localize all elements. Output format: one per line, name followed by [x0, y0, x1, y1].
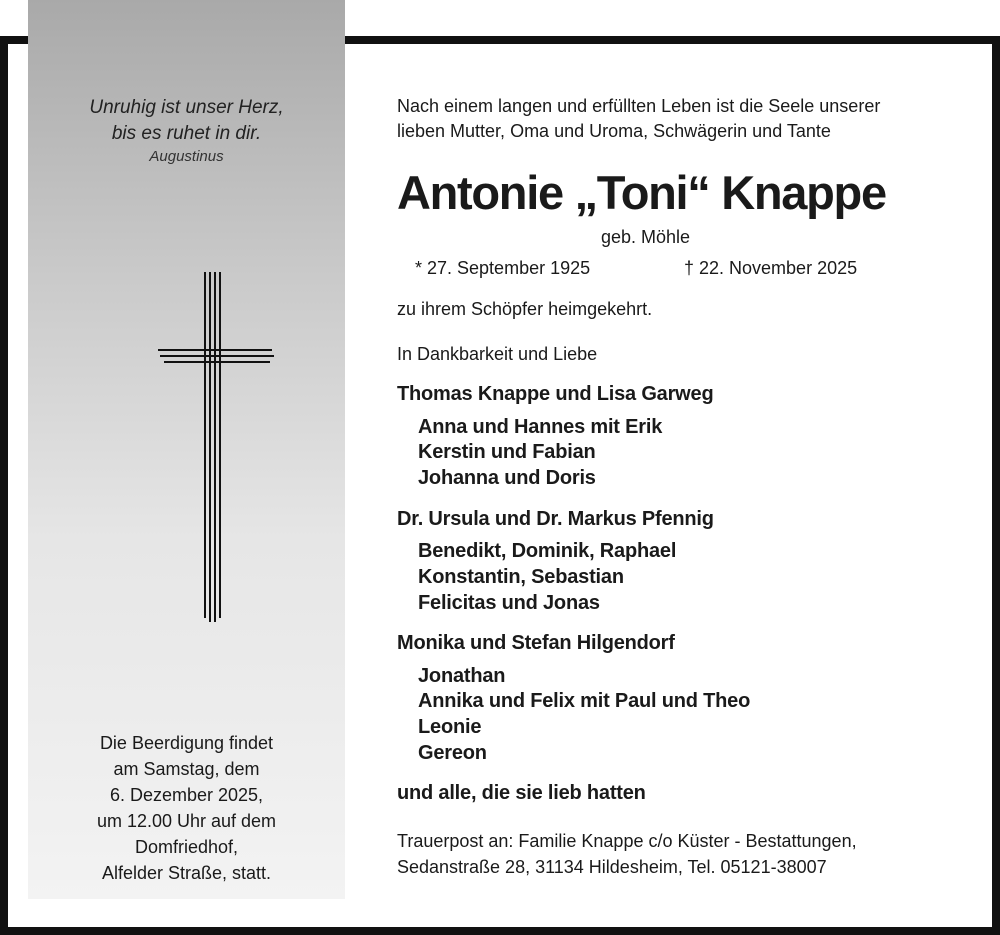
deceased-name: Antonie „Toni“ Knappe — [397, 166, 886, 219]
sidebar-panel — [28, 0, 345, 899]
gratitude-text: In Dankbarkeit und Liebe — [397, 344, 598, 364]
family-member: Johanna und Doris — [418, 467, 596, 489]
family-member: Benedikt, Dominik, Raphael — [418, 540, 677, 562]
family-member: Gereon — [418, 742, 487, 764]
quote-line: Unruhig ist unser Herz, — [89, 97, 284, 118]
quote-author: Augustinus — [149, 148, 224, 165]
funeral-line: um 12.00 Uhr auf dem — [96, 811, 277, 831]
quote-line: bis es ruhet in dir. — [111, 123, 262, 144]
family-member: Leonie — [418, 716, 482, 738]
family-member: Kerstin und Fabian — [418, 441, 596, 463]
funeral-line: 6. Dezember 2025, — [109, 785, 264, 805]
contact-line: Trauerpost an: Familie Knappe c/o Küster - Bestattungen, — [397, 831, 857, 851]
closing-line: und alle, die sie lieb hatten — [397, 782, 646, 804]
birth-date: * 27. September 1925 — [415, 258, 591, 278]
cross-icon — [156, 270, 276, 622]
family-head: Thomas Knappe und Lisa Garweg — [397, 383, 714, 405]
family-member: Jonathan — [418, 665, 506, 687]
funeral-info — [28, 730, 345, 886]
maiden-name: geb. Möhle — [601, 227, 691, 247]
intro-line: Nach einem langen und erfüllten Leben ist die Seele unserer — [397, 96, 881, 116]
intro-line: lieben Mutter, Oma und Uroma, Schwägerin und Tante — [397, 121, 831, 141]
family-member: Anna und Hannes mit Erik — [418, 416, 663, 438]
funeral-line: Die Beerdigung findet — [99, 733, 274, 753]
returned-text: zu ihrem Schöpfer heimgekehrt. — [397, 299, 653, 319]
funeral-line: Alfelder Straße, statt. — [101, 863, 272, 883]
quote — [28, 95, 345, 147]
family-member: Annika und Felix mit Paul und Theo — [418, 690, 751, 712]
contact-line: Sedanstraße 28, 31134 Hildesheim, Tel. 05121-38007 — [397, 857, 827, 877]
family-member: Felicitas und Jonas — [418, 592, 600, 614]
family-head: Dr. Ursula und Dr. Markus Pfennig — [397, 508, 714, 530]
death-date: † 22. November 2025 — [684, 258, 858, 278]
family-member: Konstantin, Sebastian — [418, 566, 624, 588]
family-head: Monika und Stefan Hilgendorf — [397, 632, 675, 654]
funeral-line: am Samstag, dem — [113, 759, 260, 779]
funeral-line: Domfriedhof, — [134, 837, 239, 857]
